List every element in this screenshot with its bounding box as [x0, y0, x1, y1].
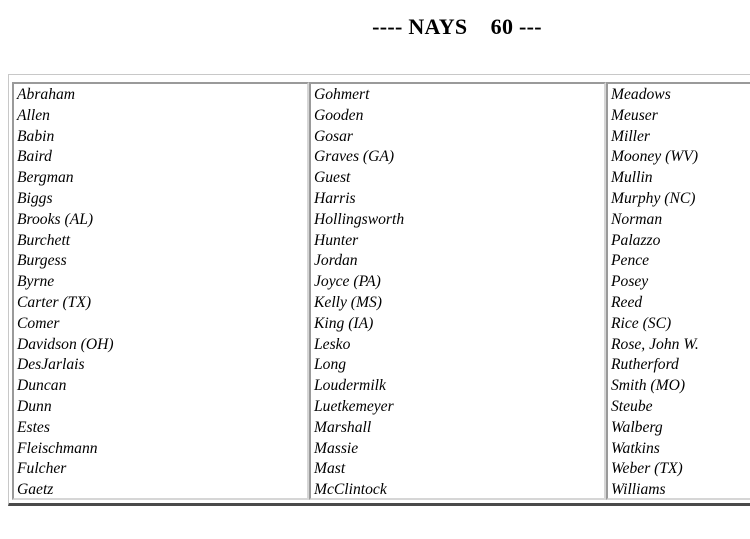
- member-name: Posey: [611, 273, 649, 291]
- member-name: Norman: [611, 210, 663, 228]
- member-name: Burgess: [17, 252, 67, 270]
- nays-table: [8, 74, 750, 506]
- member-name: King (IA): [314, 314, 374, 332]
- names-column-2: [309, 82, 606, 500]
- member-name: McClintock: [314, 481, 387, 499]
- member-name: Rutherford: [611, 356, 679, 374]
- member-name: Meuser: [611, 106, 658, 124]
- member-name: Carter (TX): [17, 293, 92, 311]
- member-name: Graves (GA): [314, 148, 395, 166]
- names-column-3: [606, 82, 750, 500]
- member-name: Gaetz: [17, 481, 54, 499]
- member-name: Bergman: [17, 169, 74, 187]
- member-name: Baird: [17, 148, 52, 166]
- member-name: Joyce (PA): [314, 273, 381, 291]
- member-name: Fulcher: [17, 460, 67, 478]
- member-name: Murphy (NC): [611, 189, 696, 207]
- member-name: Luetkemeyer: [314, 397, 394, 415]
- member-name: Mullin: [611, 169, 653, 187]
- member-name: Walberg: [611, 418, 663, 436]
- member-name: Davidson (OH): [17, 335, 114, 353]
- member-name: Comer: [17, 314, 60, 332]
- member-name: Rice (SC): [611, 314, 672, 332]
- member-name: Harris: [314, 189, 356, 207]
- member-name: Allen: [17, 106, 50, 124]
- member-name: Loudermilk: [314, 377, 386, 395]
- member-name: Long: [314, 356, 347, 374]
- member-name: Palazzo: [611, 231, 661, 249]
- nays-heading: ---- NAYS 60 ---: [372, 14, 542, 39]
- member-name: Marshall: [314, 418, 372, 436]
- member-name: Pence: [611, 252, 650, 270]
- member-name: Hollingsworth: [314, 210, 405, 228]
- member-name: Miller: [611, 127, 650, 145]
- member-name: Lesko: [314, 335, 351, 353]
- member-name: Fleischmann: [17, 439, 98, 457]
- member-name: Massie: [314, 439, 359, 457]
- member-name: Williams: [611, 481, 666, 499]
- member-name: Meadows: [611, 86, 671, 103]
- member-name: Gooden: [314, 106, 364, 124]
- member-name: Gohmert: [314, 86, 370, 103]
- member-name: Brooks (AL): [17, 210, 94, 228]
- member-name: Rose, John W.: [611, 335, 699, 353]
- member-name: Mast: [314, 460, 346, 478]
- member-name: Reed: [611, 293, 643, 311]
- member-name: Dunn: [17, 397, 52, 415]
- member-name: DesJarlais: [17, 356, 85, 374]
- member-name: Abraham: [17, 86, 76, 103]
- member-name: Hunter: [314, 231, 359, 249]
- member-name: Duncan: [17, 377, 67, 395]
- member-name: Byrne: [17, 273, 55, 291]
- names-column-1: [12, 82, 309, 500]
- member-name: Guest: [314, 169, 351, 187]
- member-name: Estes: [17, 418, 50, 436]
- member-name: Burchett: [17, 231, 71, 249]
- member-name: Mooney (WV): [611, 148, 699, 166]
- member-name: Weber (TX): [611, 460, 683, 478]
- member-name: Smith (MO): [611, 377, 686, 395]
- member-name: Steube: [611, 397, 653, 415]
- member-name: Babin: [17, 127, 55, 145]
- member-name: Gosar: [314, 127, 353, 145]
- member-name: Jordan: [314, 252, 358, 270]
- member-name: Watkins: [611, 439, 660, 457]
- member-name: Biggs: [17, 189, 53, 207]
- member-name: Kelly (MS): [314, 293, 382, 311]
